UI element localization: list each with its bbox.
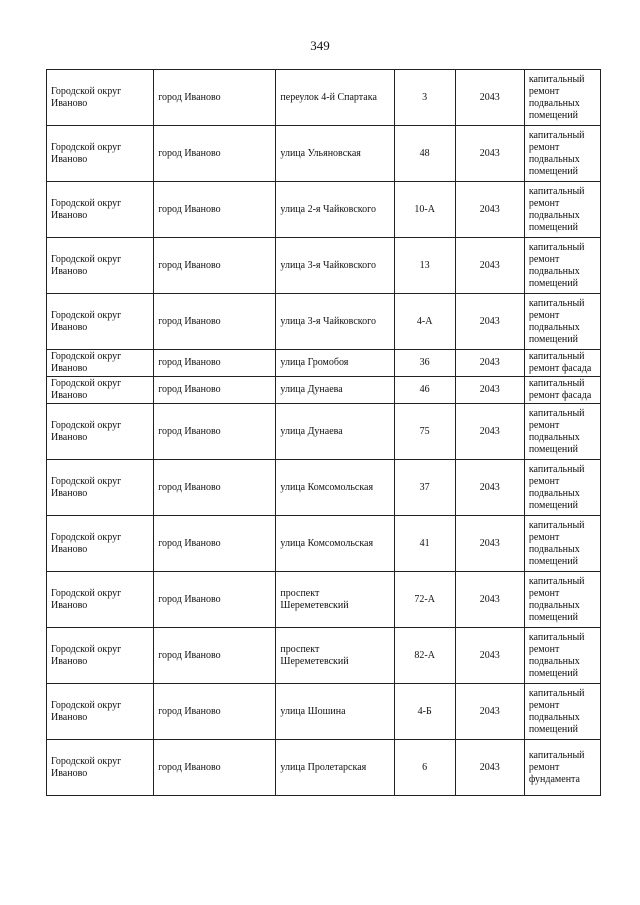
street-cell: переулок 4-й Спартака [276,70,394,126]
city-cell: город Иваново [154,294,276,350]
okrug-cell: Городской округ Иваново [47,572,154,628]
house-number-cell: 3 [394,70,455,126]
table-row [47,572,601,628]
house-number-cell: 75 [394,404,455,460]
house-number-cell: 48 [394,126,455,182]
work-type-cell: капитальный ремонт подвальных помещений [524,460,600,516]
street-cell: улица Комсомольская [276,516,394,572]
street-cell: улица 3-я Чайковского [276,294,394,350]
street-cell: проспект Шереметевский [276,572,394,628]
okrug-cell: Городской округ Иваново [47,460,154,516]
okrug-cell: Городской округ Иваново [47,294,154,350]
year-cell: 2043 [455,516,524,572]
city-cell: город Иваново [154,460,276,516]
house-number-cell: 36 [394,350,455,377]
table-row [47,516,601,572]
house-number-cell: 4-Б [394,684,455,740]
table-row [47,684,601,740]
okrug-cell: Городской округ Иваново [47,350,154,377]
street-cell: улица Дунаева [276,404,394,460]
table-row [47,460,601,516]
city-cell: город Иваново [154,684,276,740]
table-row [47,70,601,126]
year-cell: 2043 [455,740,524,796]
house-number-cell: 41 [394,516,455,572]
house-number-cell: 4-А [394,294,455,350]
street-cell: улица Шошина [276,684,394,740]
year-cell: 2043 [455,238,524,294]
table-row [47,350,601,377]
table-row [47,740,601,796]
street-cell: улица 3-я Чайковского [276,238,394,294]
house-number-cell: 37 [394,460,455,516]
year-cell: 2043 [455,126,524,182]
street-cell: улица 2-я Чайковского [276,182,394,238]
city-cell: город Иваново [154,740,276,796]
city-cell: город Иваново [154,404,276,460]
okrug-cell: Городской округ Иваново [47,238,154,294]
table-row [47,294,601,350]
year-cell: 2043 [455,460,524,516]
year-cell: 2043 [455,70,524,126]
table-row [47,238,601,294]
city-cell: город Иваново [154,182,276,238]
year-cell: 2043 [455,182,524,238]
work-type-cell: капитальный ремонт подвальных помещений [524,70,600,126]
city-cell: город Иваново [154,377,276,404]
okrug-cell: Городской округ Иваново [47,628,154,684]
house-number-cell: 72-А [394,572,455,628]
city-cell: город Иваново [154,238,276,294]
okrug-cell: Городской округ Иваново [47,182,154,238]
year-cell: 2043 [455,572,524,628]
table-body [47,70,601,796]
okrug-cell: Городской округ Иваново [47,126,154,182]
house-number-cell: 6 [394,740,455,796]
work-type-cell: капитальный ремонт подвальных помещений [524,238,600,294]
work-type-cell: капитальный ремонт подвальных помещений [524,404,600,460]
year-cell: 2043 [455,404,524,460]
work-type-cell: капитальный ремонт подвальных помещений [524,628,600,684]
work-type-cell: капитальный ремонт фасада [524,377,600,404]
year-cell: 2043 [455,684,524,740]
work-type-cell: капитальный ремонт фасада [524,350,600,377]
street-cell: улица Пролетарская [276,740,394,796]
table-row [47,182,601,238]
year-cell: 2043 [455,377,524,404]
work-type-cell: капитальный ремонт подвальных помещений [524,126,600,182]
table-row [47,404,601,460]
work-type-cell: капитальный ремонт подвальных помещений [524,182,600,238]
house-number-cell: 13 [394,238,455,294]
city-cell: город Иваново [154,126,276,182]
street-cell: улица Громобоя [276,350,394,377]
city-cell: город Иваново [154,516,276,572]
city-cell: город Иваново [154,628,276,684]
table-row [47,126,601,182]
street-cell: улица Комсомольская [276,460,394,516]
okrug-cell: Городской округ Иваново [47,684,154,740]
street-cell: проспект Шереметевский [276,628,394,684]
table-row [47,377,601,404]
work-type-cell: капитальный ремонт подвальных помещений [524,516,600,572]
year-cell: 2043 [455,350,524,377]
registry-table [46,69,601,796]
okrug-cell: Городской округ Иваново [47,377,154,404]
house-number-cell: 82-А [394,628,455,684]
house-number-cell: 10-А [394,182,455,238]
okrug-cell: Городской округ Иваново [47,70,154,126]
okrug-cell: Городской округ Иваново [47,404,154,460]
page-number: 349 [310,38,330,53]
work-type-cell: капитальный ремонт подвальных помещений [524,684,600,740]
city-cell: город Иваново [154,350,276,377]
work-type-cell: капитальный ремонт подвальных помещений [524,572,600,628]
work-type-cell: капитальный ремонт фундамента [524,740,600,796]
okrug-cell: Городской округ Иваново [47,516,154,572]
okrug-cell: Городской округ Иваново [47,740,154,796]
year-cell: 2043 [455,628,524,684]
house-number-cell: 46 [394,377,455,404]
city-cell: город Иваново [154,572,276,628]
work-type-cell: капитальный ремонт подвальных помещений [524,294,600,350]
street-cell: улица Ульяновская [276,126,394,182]
city-cell: город Иваново [154,70,276,126]
table-row [47,628,601,684]
year-cell: 2043 [455,294,524,350]
street-cell: улица Дунаева [276,377,394,404]
